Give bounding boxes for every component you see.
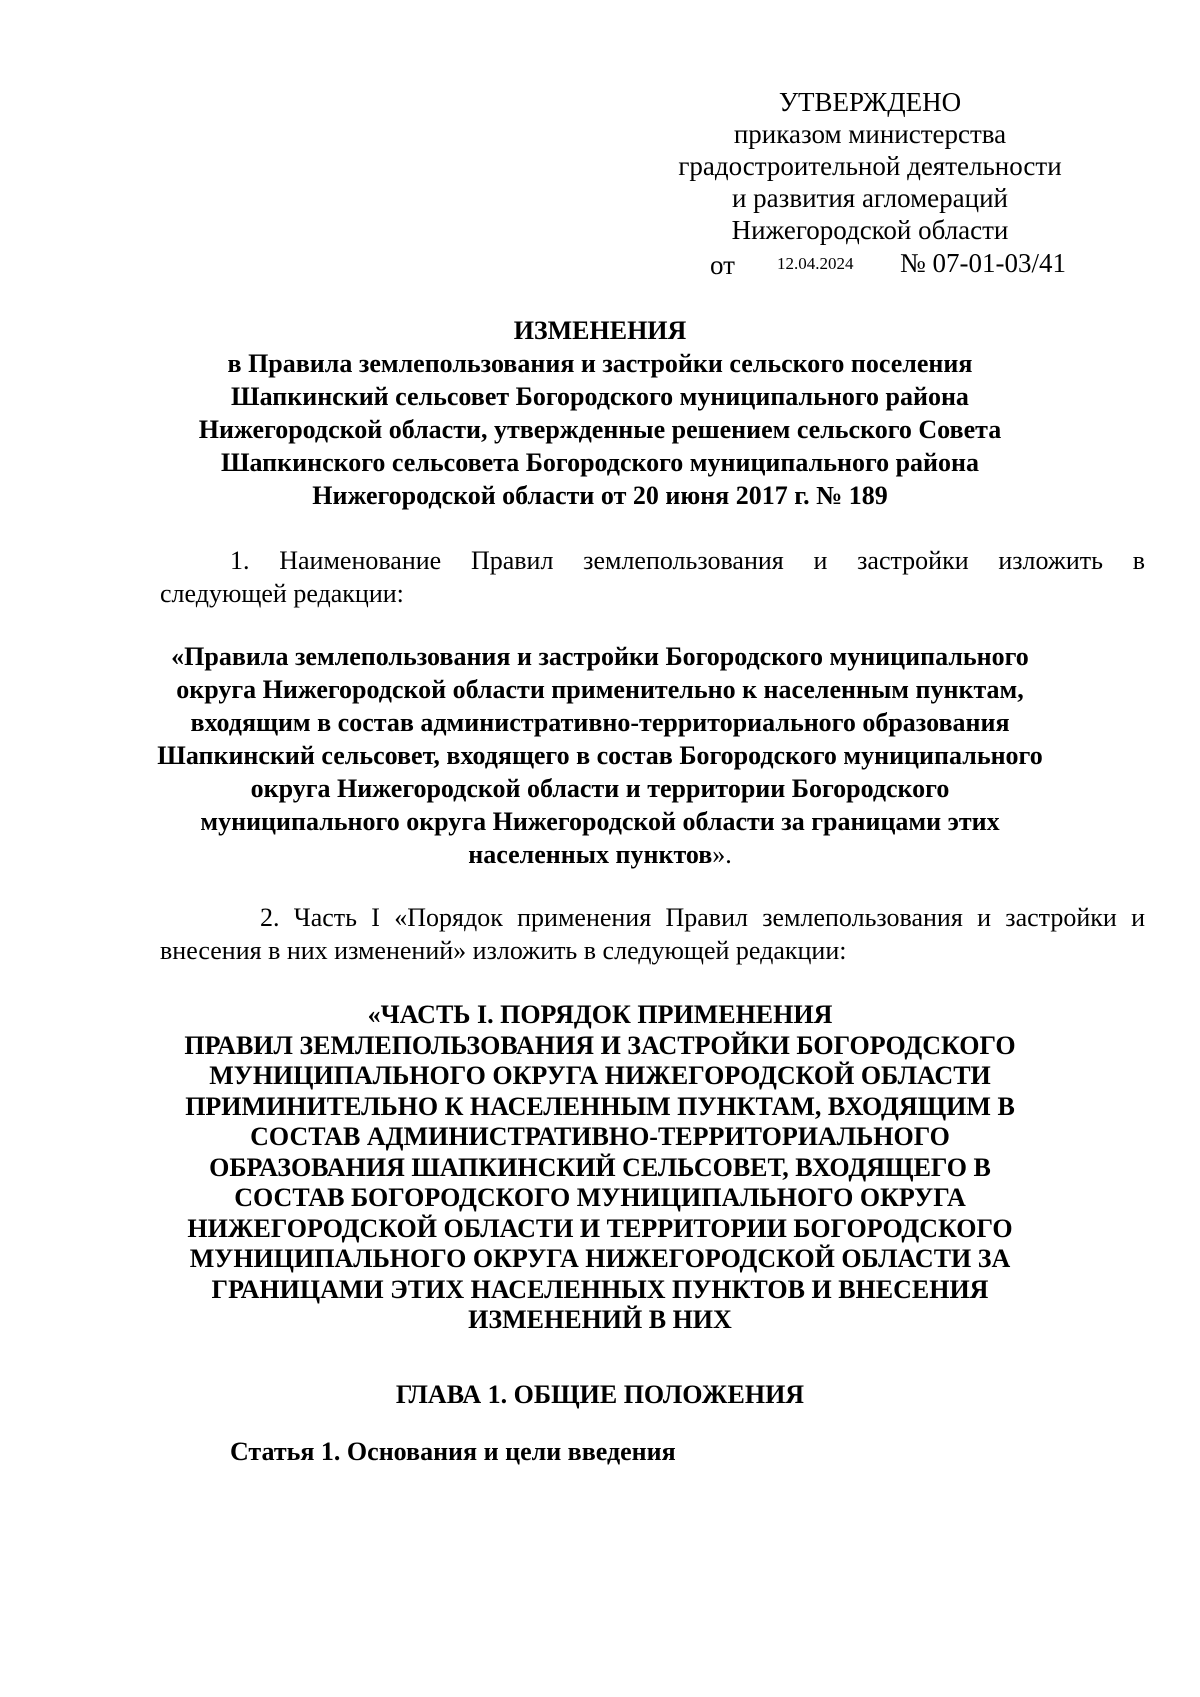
approval-line: приказом министерства — [733, 119, 1007, 149]
part-title-line: ГРАНИЦАМИ ЭТИХ НАСЕЛЕННЫХ ПУНКТОВ И ВНЕСЕНИЯ — [211, 1274, 989, 1304]
new-name-last-bold: населенных пунктов — [468, 840, 713, 869]
item-2-paragraph — [160, 901, 1145, 967]
new-name-line: входящим в состав административно-территориального образования — [190, 708, 1010, 737]
title-line: Нижегородской области, утвержденные решением сельского Совета — [198, 415, 1002, 444]
new-name-block — [150, 640, 1050, 871]
new-name-last-line — [150, 838, 1050, 871]
new-name-line: округа Нижегородской области применительно к населенным пунктам, — [176, 675, 1024, 704]
part-title-line: ПРАВИЛ ЗЕМЛЕПОЛЬЗОВАНИЯ И ЗАСТРОЙКИ БОГОРОДСКОГО — [184, 1030, 1016, 1060]
title-line: Шапкинского сельсовета Богородского муниципального района — [220, 448, 980, 477]
approval-line: УТВЕРЖДЕНО — [778, 87, 962, 117]
part-title-line: «ЧАСТЬ I. ПОРЯДОК ПРИМЕНЕНИЯ — [367, 1000, 833, 1029]
approval-line: и развития агломераций — [731, 183, 1008, 213]
new-name-line: Шапкинский сельсовет, входящего в состав Богородского муниципального — [157, 741, 1043, 770]
part-title — [100, 1000, 1100, 1336]
new-name-line: округа Нижегородской области и территории Богородского — [250, 774, 950, 803]
part-title-line: СОСТАВ БОГОРОДСКОГО МУНИЦИПАЛЬНОГО ОКРУГА — [234, 1183, 966, 1212]
chapter-heading: ГЛАВА 1. ОБЩИЕ ПОЛОЖЕНИЯ — [395, 1380, 805, 1409]
approval-date: 12.04.2024 — [777, 254, 854, 273]
title-heading: ИЗМЕНЕНИЯ — [513, 316, 687, 345]
title-line: Нижегородской области от 20 июня 2017 г. № 189 — [312, 481, 888, 510]
item-2-line: 2. Часть I «Порядок применения Правил землепользования и застройки и — [260, 903, 1145, 932]
approval-block — [660, 86, 1080, 246]
approval-ot: от — [710, 250, 735, 280]
part-title-line: ПРИМИНИТЕЛЬНО К НАСЕЛЕННЫМ ПУНКТАМ, ВХОДЯЩИМ В — [185, 1091, 1015, 1121]
part-title-line: СОСТАВ АДМИНИСТРАТИВНО-ТЕРРИТОРИАЛЬНОГО — [250, 1122, 950, 1151]
article-heading: Статья 1. Основания и цели введения — [230, 1437, 676, 1466]
document-title — [150, 314, 1050, 512]
part-title-line: НИЖЕГОРОДСКОЙ ОБЛАСТИ И ТЕРРИТОРИИ БОГОРОДСКОГО — [187, 1213, 1013, 1243]
title-line: Шапкинский сельсовет Богородского муниципального района — [231, 382, 969, 411]
new-name-line: муниципального округа Нижегородской области за границами этих — [200, 807, 1000, 836]
new-name-last-tail: ». — [712, 840, 732, 869]
item-2-line: внесения в них изменений» изложить в следующей редакции: — [160, 936, 847, 965]
title-line: в Правила землепользования и застройки сельского поселения — [227, 349, 973, 378]
approval-line: градостроительной деятельности — [678, 151, 1062, 181]
item-1-line: 1. Наименование Правил землепользования и застройки изложить в — [230, 546, 1145, 575]
part-title-line: МУНИЦИПАЛЬНОГО ОКРУГА НИЖЕГОРОДСКОЙ ОБЛАСТИ — [209, 1061, 991, 1090]
item-1-paragraph — [160, 544, 1145, 610]
part-title-line: ИЗМЕНЕНИЙ В НИХ — [468, 1305, 732, 1334]
approval-number: № 07-01-03/41 — [900, 248, 1066, 278]
part-title-line: ОБРАЗОВАНИЯ ШАПКИНСКИЙ СЕЛЬСОВЕТ, ВХОДЯЩЕГО В — [209, 1152, 991, 1182]
new-name-line: «Правила землепользования и застройки Богородского муниципального — [171, 642, 1029, 671]
approval-line: Нижегородской области — [731, 215, 1009, 245]
item-1-line: следующей редакции: — [160, 579, 404, 608]
part-title-line: МУНИЦИПАЛЬНОГО ОКРУГА НИЖЕГОРОДСКОЙ ОБЛАСТИ ЗА — [189, 1244, 1011, 1273]
